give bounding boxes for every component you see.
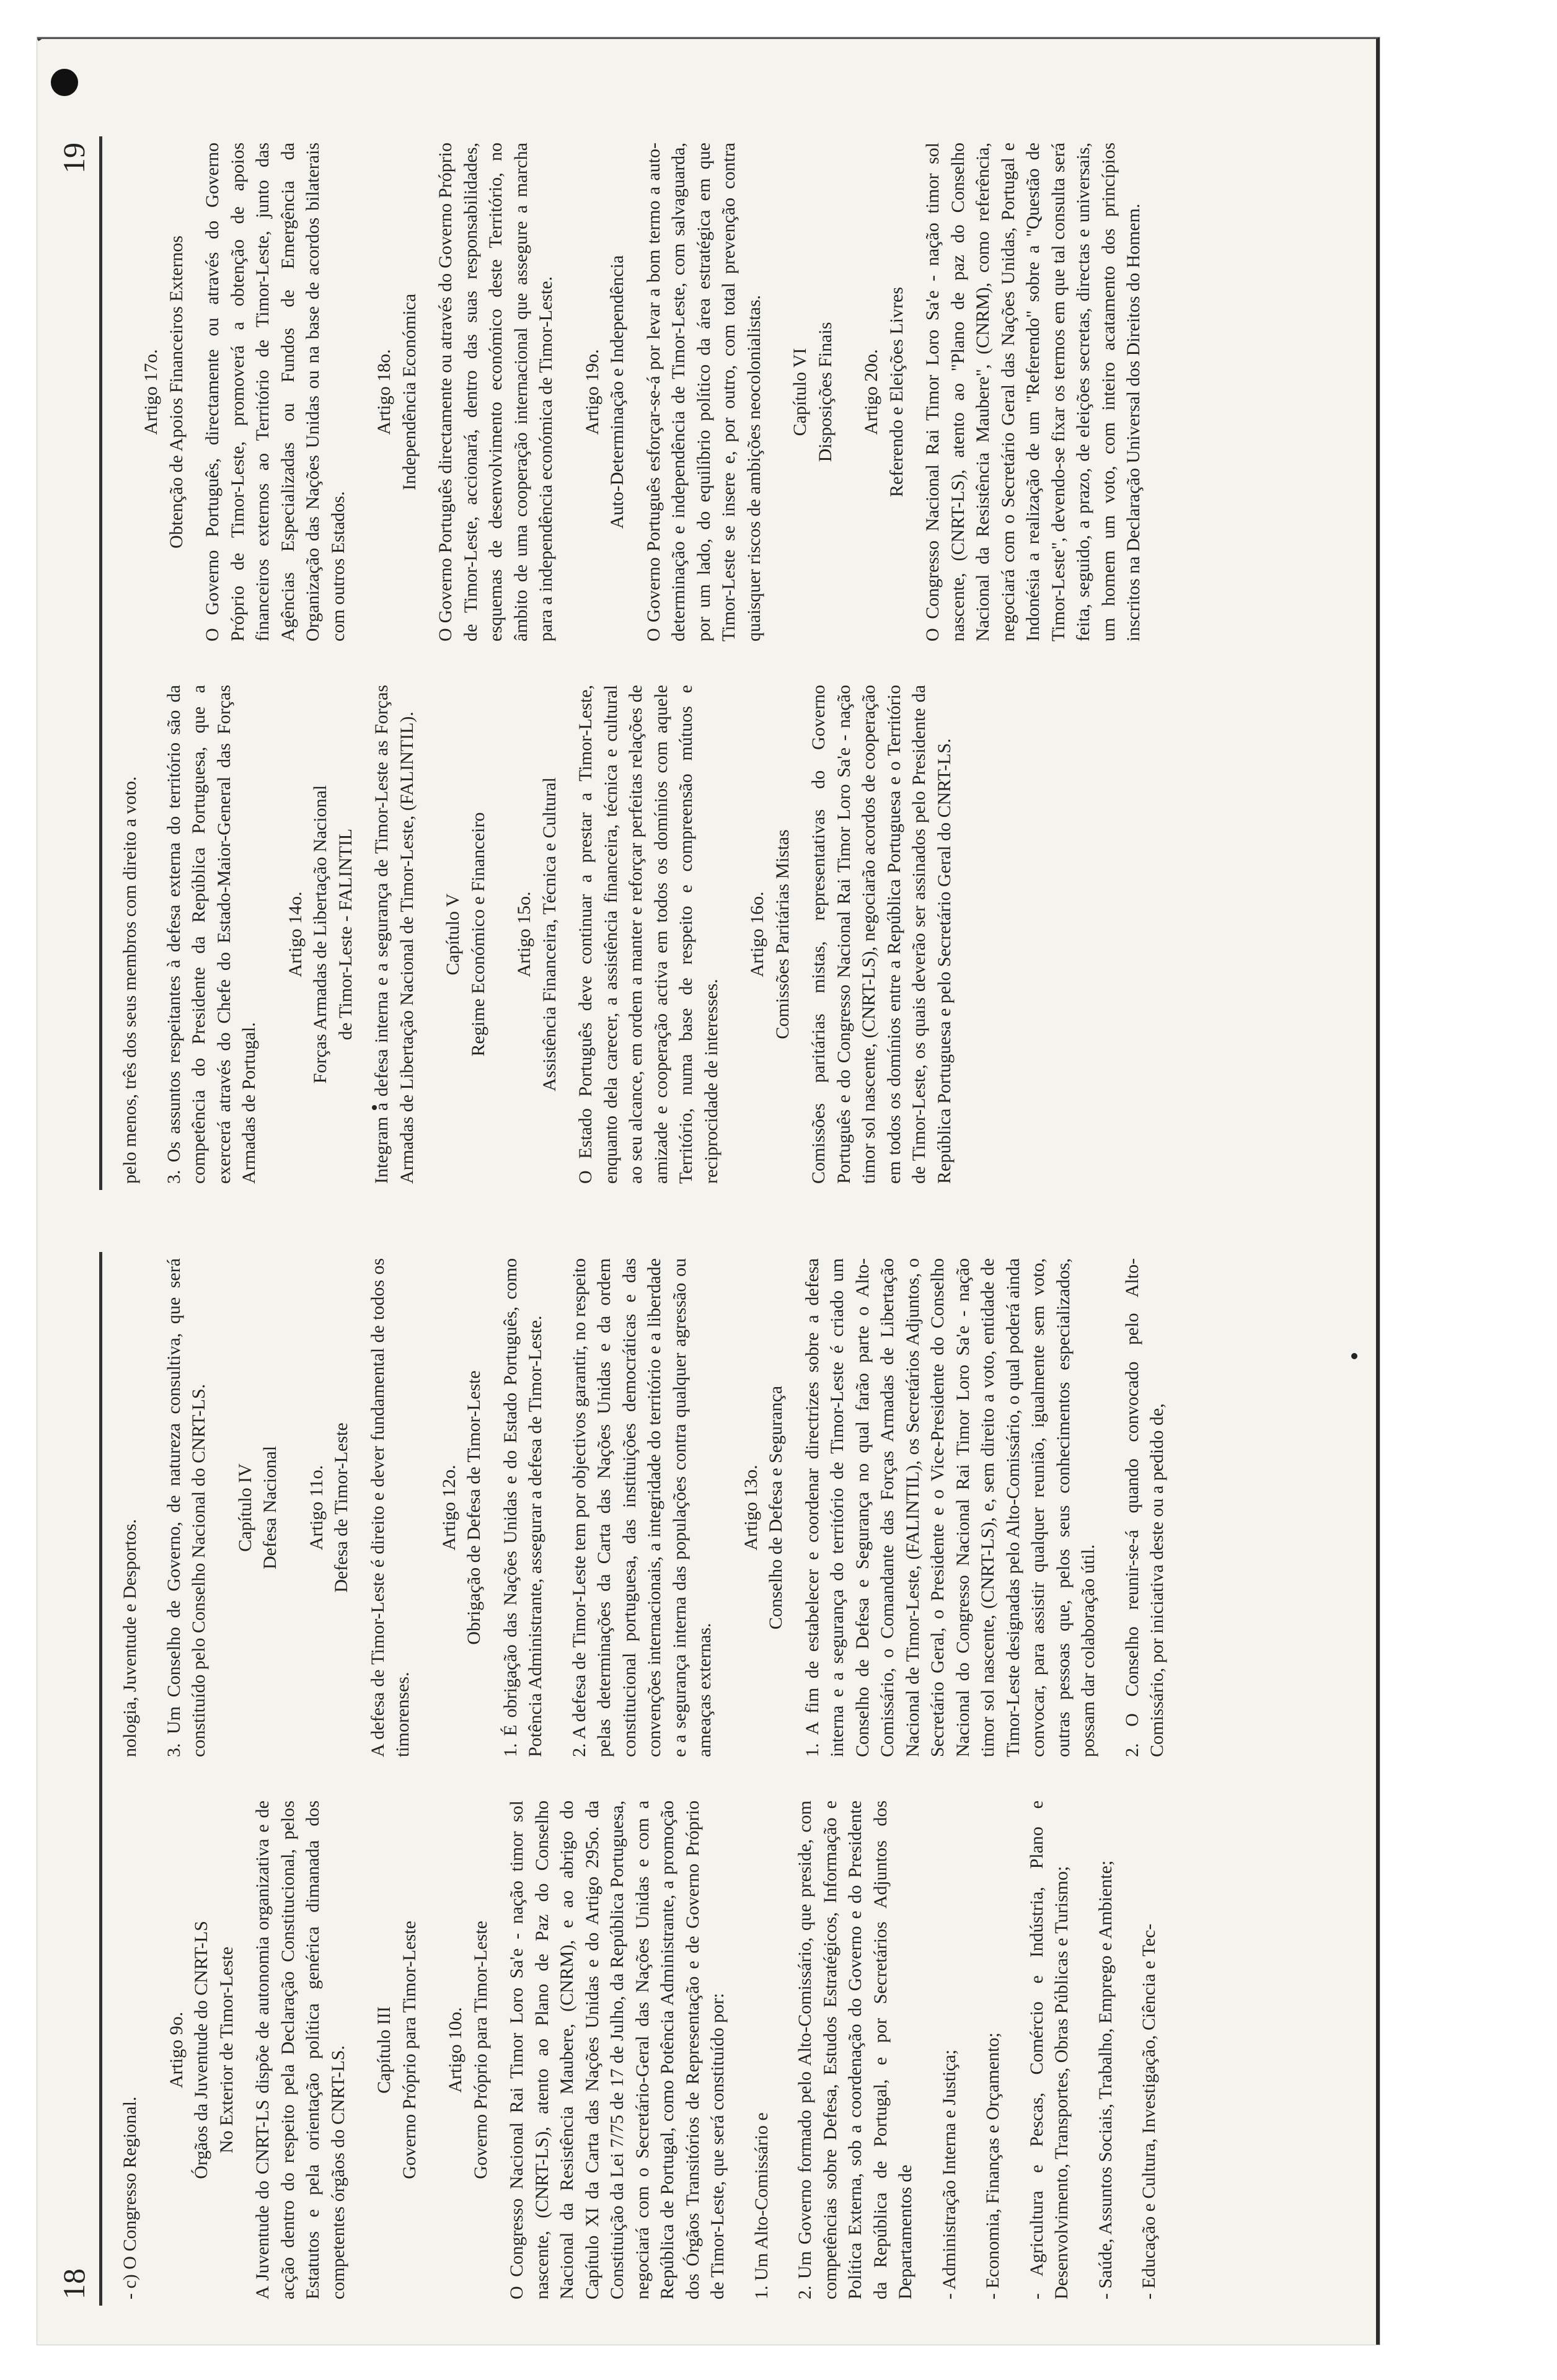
paragraph: O Congresso Nacional Rai Timor Loro Sa'e - nação timor sol nascente, (CNRT-LS), atento ao Plano de Paz do Conselho Nacional da Resistência Maubere, (CNRM), e ao abrigo do Capítulo XI da Carta das Nações Unidas e do Artigo 295o. da Constituição da Lei 7/75 de 17 de Julho, da República Portuguesa, negociará com o Secretário-Geral das Nações Unidas e com a República de Portugal, como Potência Administrante, a promoção dos Órgãos Transitórios de Representação e de Governo Próprio de Timor-Leste, que será constituído por:: [506, 1800, 728, 2299]
heading-title: Comissões Paritárias Mistas: [772, 829, 793, 1039]
paragraph: - Saúde, Assuntos Sociais, Trabalho, Emprego e Ambiente;: [1095, 1860, 1116, 2299]
paragraph: 2. A defesa de Timor-Leste tem por objectivos garantir, no respeito pelas determinações da Carta das Nações Unidas e da ordem constitucional portuguesa, das instituições democráticas e das convenções internacionais, a integridade do território e a liberdade e a segurança interna das populações contra qualquer agressão ou ameaças externas.: [568, 1258, 715, 1757]
page-header: [56, 1252, 102, 2306]
heading-title: Independência Económica: [399, 293, 420, 491]
paragraph: O Governo Português, directamente ou através do Governo Próprio de Timor-Leste, promoverá a obtenção de apoios financeiros externos ao Território de Timor-Leste, junto das Agências Especializadas ou Fundos de Emergência da Organização das Nações Unidas ou na base de acordos bilaterais com outros Estados.: [202, 143, 348, 641]
article-heading: [512, 685, 562, 1184]
paragraph: - Administração Interna e Justiça;: [938, 2049, 959, 2299]
heading-number: Artigo 9o.: [165, 2011, 187, 2089]
paragraph: - c) O Congresso Regional.: [120, 2096, 140, 2299]
article-heading: [580, 143, 630, 641]
heading-number: Artigo 16o.: [747, 891, 767, 977]
heading-number: Artigo 11o.: [306, 1465, 327, 1551]
article-heading: [372, 143, 422, 641]
heading-title: Disposições Finais: [814, 322, 836, 462]
paragraph: - Agricultura e Pescas, Comércio e Indústria, Plano e Desenvolvimento, Transportes, Obras Públicas e Turismo;: [1026, 1800, 1072, 2299]
fold-edge: [37, 37, 259, 41]
article-heading: [437, 1258, 487, 1757]
punch-hole: [51, 69, 78, 96]
page-18: [37, 1252, 1277, 2306]
heading-title: de Timor-Leste - FALINTIL: [335, 828, 356, 1041]
heading-title: Assistência Financeira, Técnica e Cultural: [539, 777, 560, 1091]
article-heading: [372, 1800, 422, 2299]
paragraph: A Juventude do CNRT-LS dispõe de autonomia organizativa e de acção dentro do respeito pela Declaração Constitucional, pelos Estatutos e pela orientação política genérica dimanada dos competentes órgãos do CNRT-LS.: [252, 1800, 348, 2299]
heading-number: Artigo 13o.: [740, 1465, 761, 1551]
page-header: [56, 136, 102, 1190]
heading-number: Artigo 12o.: [438, 1465, 459, 1551]
book-spread: [37, 136, 1277, 2306]
heading-number: Capítulo III: [374, 2006, 394, 2094]
paragraph: 3. Os assuntos respeitantes à defesa externa do território são da competência do Presidente da República Portuguesa, que a exercerá através do Chefe do Estado-Maior-General das Forças Armadas de Portugal.: [163, 685, 259, 1184]
paragraph: 1. A fim de estabelecer e coordenar directrizes sobre a defesa interna e a segurança do território de Timor-Leste é criado um Conselho de Defesa e Segurança no qual farão parte o Alto-Comissário, o Comandante das Forças Armadas de Libertação Nacional de Timor-Leste, (FALINTIL), os Secretários Adjuntos, o Secretário Geral, o Presidente e o Vice-Presidente do Conselho Nacional do Congresso Nacional Rai Timor Loro Sa'e - nação timor sol nascente, (CNRT-LS), e, sem direito a voto, entidade de Timor-Leste designadas pelo Alto-Comissário, o qual poderá ainda convocar, para assistir qualquer reunião, igualmente sem voto, outras pessoas que, pelos seus conhecimentos especializados, possam dar colaboração útil.: [801, 1258, 1098, 1757]
text-column: [118, 685, 1165, 1184]
heading-title: Auto-Determinação e Independência: [607, 255, 627, 529]
heading-title: Órgãos da Juventude do CNRT-LS: [191, 1921, 211, 2179]
heading-title: Conselho de Defesa e Segurança: [765, 1385, 786, 1630]
heading-number: Artigo 19o.: [581, 349, 602, 435]
paragraph: 1. Um Alto-Comissário e: [751, 2112, 772, 2299]
page-number: 19: [56, 143, 91, 174]
article-heading: [283, 685, 359, 1184]
text-column: [118, 1258, 1189, 1757]
heading-number: Artigo 10o.: [445, 2007, 465, 2093]
heading-number: Artigo 15o.: [514, 891, 534, 977]
heading-number: Artigo 17o.: [141, 349, 161, 435]
paragraph: Integram a defesa interna e a segurança de Timor-Leste as Forças Armadas de Libertação Nacional de Timor-Leste, (FALINTIL).: [371, 685, 417, 1184]
paragraph: 1. É obrigação das Nações Unidas e do Estado Português, como Potência Administrante, assegurar a defesa de Timor-Leste.: [500, 1258, 545, 1757]
speck: [1351, 1353, 1357, 1359]
heading-title: Governo Próprio para Timor-Leste: [399, 1921, 420, 2179]
heading-title: Obrigação de Defesa de Timor-Leste: [464, 1370, 484, 1645]
heading-title: Referendo e Eleições Livres: [886, 287, 907, 498]
paragraph: 2. O Conselho reunir-se-á quando convocado pelo Alto-Comissário, por iniciativa deste ou a pedido de,: [1121, 1258, 1167, 1757]
heading-number: Capítulo VI: [790, 348, 810, 436]
article-heading: [441, 685, 491, 1184]
paragraph: O Estado Português deve continuar a prestar a Timor-Leste, enquanto dela carecer, a assistência financeira, técnica e cultural ao seu alcance, em ordem a manter e reforçar perfeitas relações de amizade e cooperação activa em todos os domínios com aquele Território, numa base de respeito e compreensão mútuos e reciprocidade de interesses.: [575, 685, 721, 1184]
paragraph: nologia, Juventude e Desportos.: [120, 1518, 140, 1757]
heading-title: Regime Económico e Financeiro: [467, 812, 488, 1057]
article-heading: [443, 1800, 493, 2299]
paragraph: O Governo Português esforçar-se-á por levar a bom termo a auto-determinação e independência de Timor-Leste, com salvaguarda, por um lado, do equilíbrio político da área estratégica em que Timor-Leste se insere e, por outro, com total prevenção contra quaisquer riscos de ambições neocolonialistas.: [643, 143, 764, 641]
heading-number: Capítulo V: [443, 893, 463, 976]
heading-number: Artigo 18o.: [374, 349, 394, 435]
paragraph: O Congresso Nacional Rai Timor Loro Sa'e - nação timor sol nascente, (CNRT-LS), atento ao "Plano de paz do Conselho Nacional da Resistência Maubere", (CNRM), como referência, negociará com o Secretário Geral das Nações Unidas, Portugal e Indonésia a realização de um "Referendo" sobre a "Questão de Timor-Leste", devendo-se fixar os termos em que tal consulta será feita, seguido, a prazo, de eleições secretas, directas e universais, um homem um voto, com inteiro acatamento dos princípios inscritos na Declaração Universal dos Direitos do Homem.: [922, 143, 1144, 641]
page-number: 18: [56, 2268, 91, 2299]
heading-title: Governo Próprio para Timor-Leste: [470, 1921, 491, 2179]
heading-number: Artigo 14o.: [284, 891, 306, 977]
paragraph: A defesa de Timor-Leste é direito e dever fundamental de todos os timorenses.: [367, 1258, 413, 1757]
paragraph: - Economia, Finanças e Orçamento;: [982, 2032, 1003, 2299]
heading-title: No Exterior de Timor-Leste: [216, 1946, 237, 2154]
heading-title: Defesa de Timor-Leste: [331, 1422, 351, 1593]
heading-number: Capítulo IV: [234, 1463, 255, 1552]
article-heading: [304, 1258, 355, 1757]
paragraph: 3. Um Conselho de Governo, de natureza consultiva, que será constituído pelo Conselho Nacional do CNRT-LS.: [163, 1258, 209, 1757]
paragraph: O Governo Português directamente ou através do Governo Próprio de Timor-Leste, accionará, dentro das suas responsabilidades, esquemas de desenvolvimento económico deste Território, no âmbito de uma cooperação internacional que assegure a marcha para a independência económica de Timor-Leste.: [435, 143, 556, 641]
article-heading: [745, 685, 795, 1184]
article-heading: [139, 143, 189, 641]
page-19: [37, 136, 1277, 1190]
heading-title: Obtenção de Apoios Financeiros Externos: [165, 236, 187, 549]
paragraph: Comissões paritárias mistas, representativas do Governo Português e do Congresso Nacional Rai Timor Loro Sa'e - nação timor sol nascente, (CNRT-LS), negociarão acordos de cooperação em todos os domínios entre a República Portuguesa e o Território de Timor-Leste, os quais deverão ser assinados pelo Presidente da República Portuguesa e pelo Secretário Geral do CNRT-LS.: [808, 685, 955, 1184]
paragraph: 2. Um Governo formado pelo Alto-Comissário, que preside, com competências sobre Defesa, Estudos Estratégicos, Informação e Política Externa, sob a coordenação do Governo e do Presidente da República de Portugal, e por Secretários Adjuntos dos Departamentos de: [795, 1800, 915, 2299]
paragraph: - Educação e Cultura, Investigação, Ciência e Tec-: [1139, 1923, 1159, 2299]
article-heading: [233, 1258, 283, 1757]
article-heading: [859, 143, 909, 641]
article-heading: [164, 1800, 240, 2299]
heading-title: Forças Armadas de Libertação Nacional: [310, 785, 330, 1084]
text-column: [118, 143, 1165, 641]
heading-title: Defesa Nacional: [260, 1445, 280, 1570]
heading-number: Artigo 20o.: [861, 349, 881, 435]
article-heading: [739, 1258, 789, 1757]
article-heading: [788, 143, 838, 641]
paragraph: pelo menos, três dos seus membros com direito a voto.: [120, 776, 140, 1184]
text-column: [118, 1800, 1189, 2299]
